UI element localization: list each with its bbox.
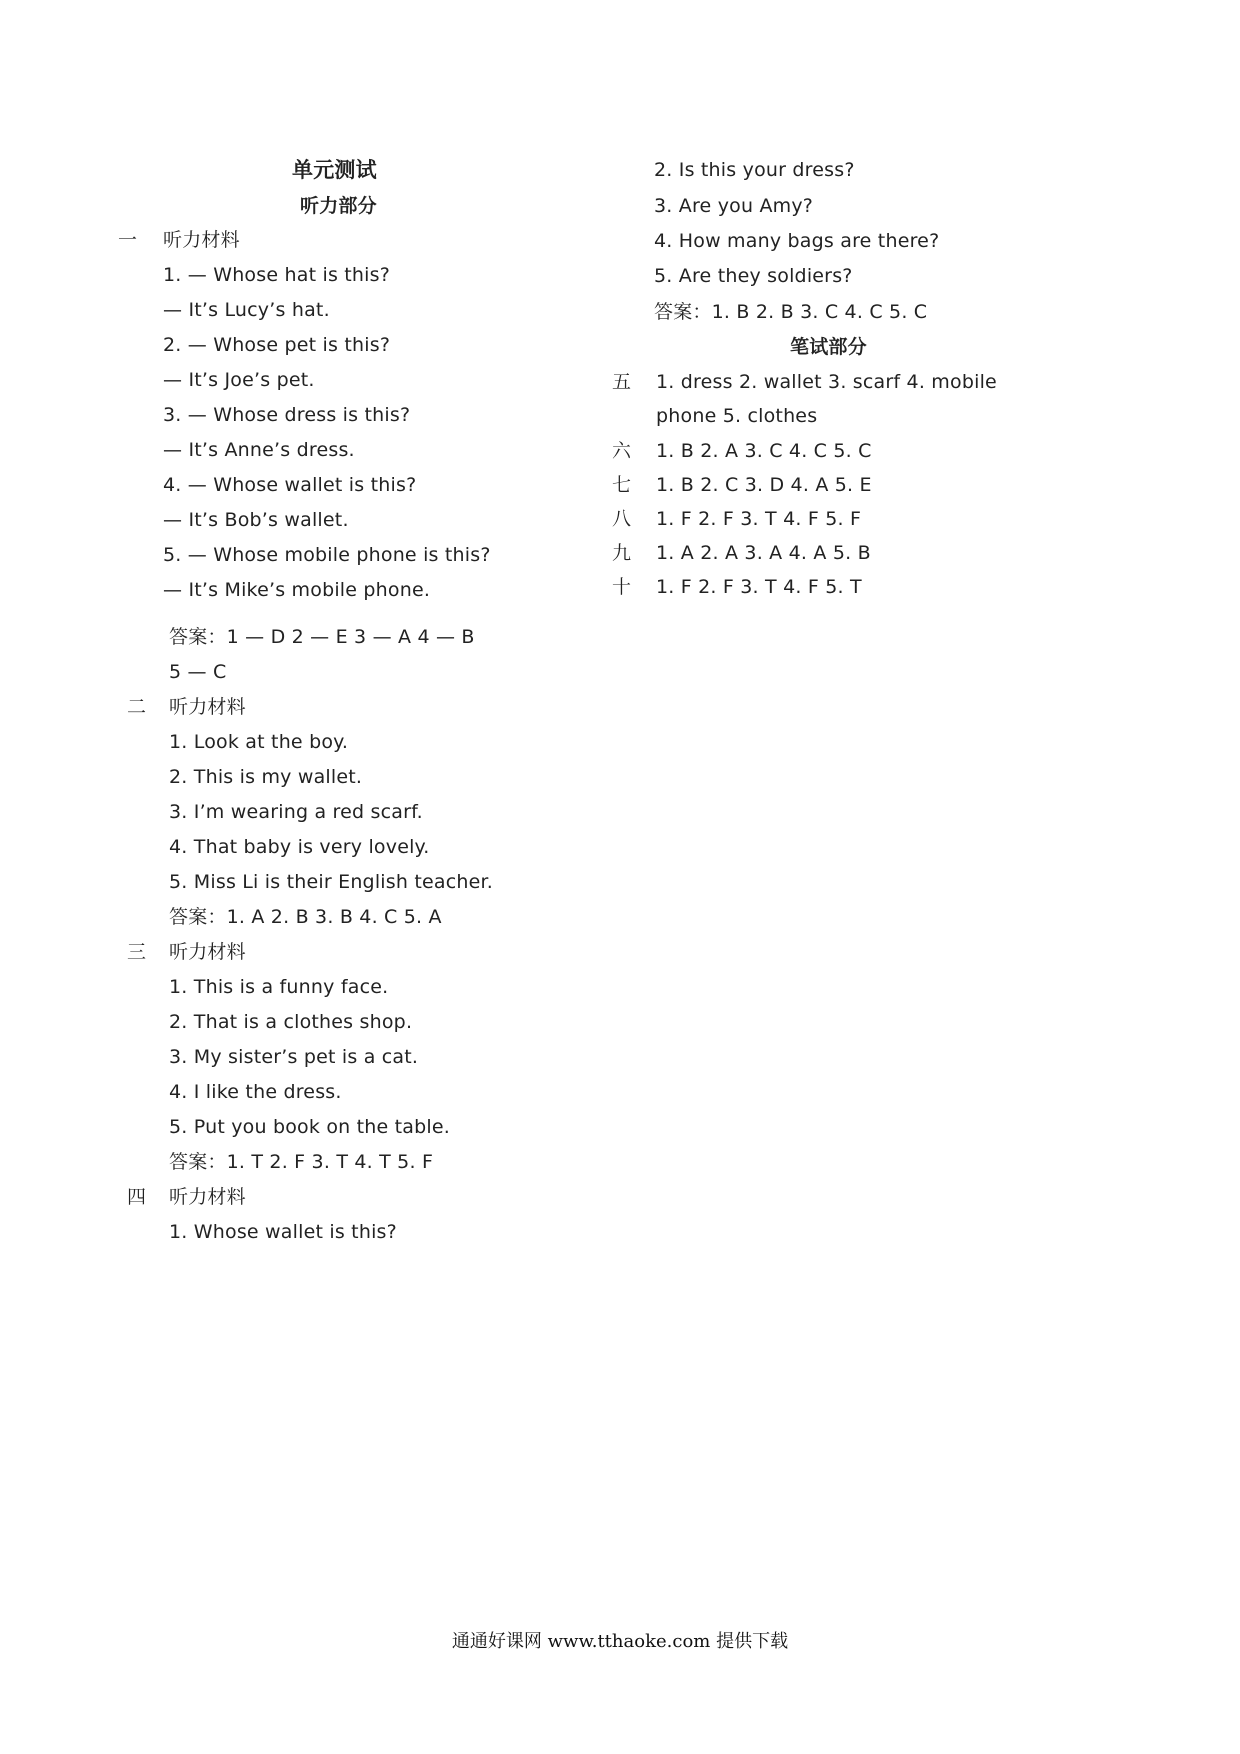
list-item: — It’s Joe’s pet. bbox=[163, 369, 315, 391]
page-title: 单元测试 bbox=[292, 158, 377, 182]
list-item: — It’s Mike’s mobile phone. bbox=[163, 579, 431, 601]
section-number-3: 三 bbox=[127, 941, 147, 963]
answer-line-1: 答案：1 — D 2 — E 3 — A 4 — B bbox=[169, 626, 475, 648]
answer-line-7: 1. B 2. C 3. D 4. A 5. E bbox=[656, 474, 872, 496]
answer-line-2: 答案：1. A 2. B 3. B 4. C 5. A bbox=[169, 906, 442, 928]
answer-line-8: 1. F 2. F 3. T 4. F 5. F bbox=[656, 508, 862, 530]
list-item: 4. I like the dress. bbox=[169, 1081, 342, 1103]
section-number-6: 六 bbox=[612, 440, 632, 462]
list-item: 1. Whose wallet is this? bbox=[169, 1221, 397, 1243]
answer-line-9: 1. A 2. A 3. A 4. A 5. B bbox=[656, 542, 871, 564]
list-item: 1. Look at the boy. bbox=[169, 731, 349, 753]
list-item: 1. — Whose hat is this? bbox=[163, 264, 391, 286]
section-number-8: 八 bbox=[612, 508, 632, 530]
answer-line-5: 1. dress 2. wallet 3. scarf 4. mobile bbox=[656, 371, 997, 393]
list-item: 2. That is a clothes shop. bbox=[169, 1011, 413, 1033]
list-item: 3. Are you Amy? bbox=[654, 195, 814, 217]
list-item: — It’s Anne’s dress. bbox=[163, 439, 355, 461]
section-label-1: 听力材料 bbox=[163, 229, 240, 251]
list-item: 5. — Whose mobile phone is this? bbox=[163, 544, 491, 566]
answer-line-6: 1. B 2. A 3. C 4. C 5. C bbox=[656, 440, 872, 462]
section-number-10: 十 bbox=[612, 576, 632, 598]
section-number-5: 五 bbox=[612, 371, 632, 393]
answer-line-1b: 5 — C bbox=[169, 661, 227, 683]
list-item: 3. — Whose dress is this? bbox=[163, 404, 411, 426]
section-number-2: 二 bbox=[127, 696, 147, 718]
section-number-9: 九 bbox=[612, 542, 632, 564]
list-item: 5. Put you book on the table. bbox=[169, 1116, 451, 1138]
list-item: — It’s Lucy’s hat. bbox=[163, 299, 330, 321]
list-item: 2. This is my wallet. bbox=[169, 766, 363, 788]
footer-credit: 通通好课网 www.tthaoke.com 提供下载 bbox=[451, 1631, 789, 1652]
list-item: 4. How many bags are there? bbox=[654, 230, 940, 252]
list-item: 4. — Whose wallet is this? bbox=[163, 474, 417, 496]
list-item: 1. This is a funny face. bbox=[169, 976, 389, 998]
section-label-3: 听力材料 bbox=[169, 941, 246, 963]
answer-line-10: 1. F 2. F 3. T 4. F 5. T bbox=[656, 576, 862, 598]
list-item: 2. — Whose pet is this? bbox=[163, 334, 391, 356]
section-label-4: 听力材料 bbox=[169, 1186, 246, 1208]
list-item: 4. That baby is very lovely. bbox=[169, 836, 430, 858]
list-item: 5. Miss Li is their English teacher. bbox=[169, 871, 494, 893]
list-item: — It’s Bob’s wallet. bbox=[163, 509, 349, 531]
section-number-7: 七 bbox=[612, 474, 632, 496]
section-label-2: 听力材料 bbox=[169, 696, 246, 718]
written-section-title: 笔试部分 bbox=[790, 336, 867, 358]
list-item: 3. I’m wearing a red scarf. bbox=[169, 801, 423, 823]
section-number-4: 四 bbox=[127, 1186, 147, 1208]
list-item: 3. My sister’s pet is a cat. bbox=[169, 1046, 419, 1068]
section-number-1: 一 bbox=[118, 229, 138, 251]
answer-line-3: 答案：1. T 2. F 3. T 4. T 5. F bbox=[169, 1151, 434, 1173]
list-item: 5. Are they soldiers? bbox=[654, 265, 853, 287]
listening-section-title: 听力部分 bbox=[300, 195, 377, 217]
answer-line-4: 答案：1. B 2. B 3. C 4. C 5. C bbox=[654, 301, 928, 323]
list-item: 2. Is this your dress? bbox=[654, 159, 855, 181]
answer-line-5b: phone 5. clothes bbox=[656, 405, 818, 427]
